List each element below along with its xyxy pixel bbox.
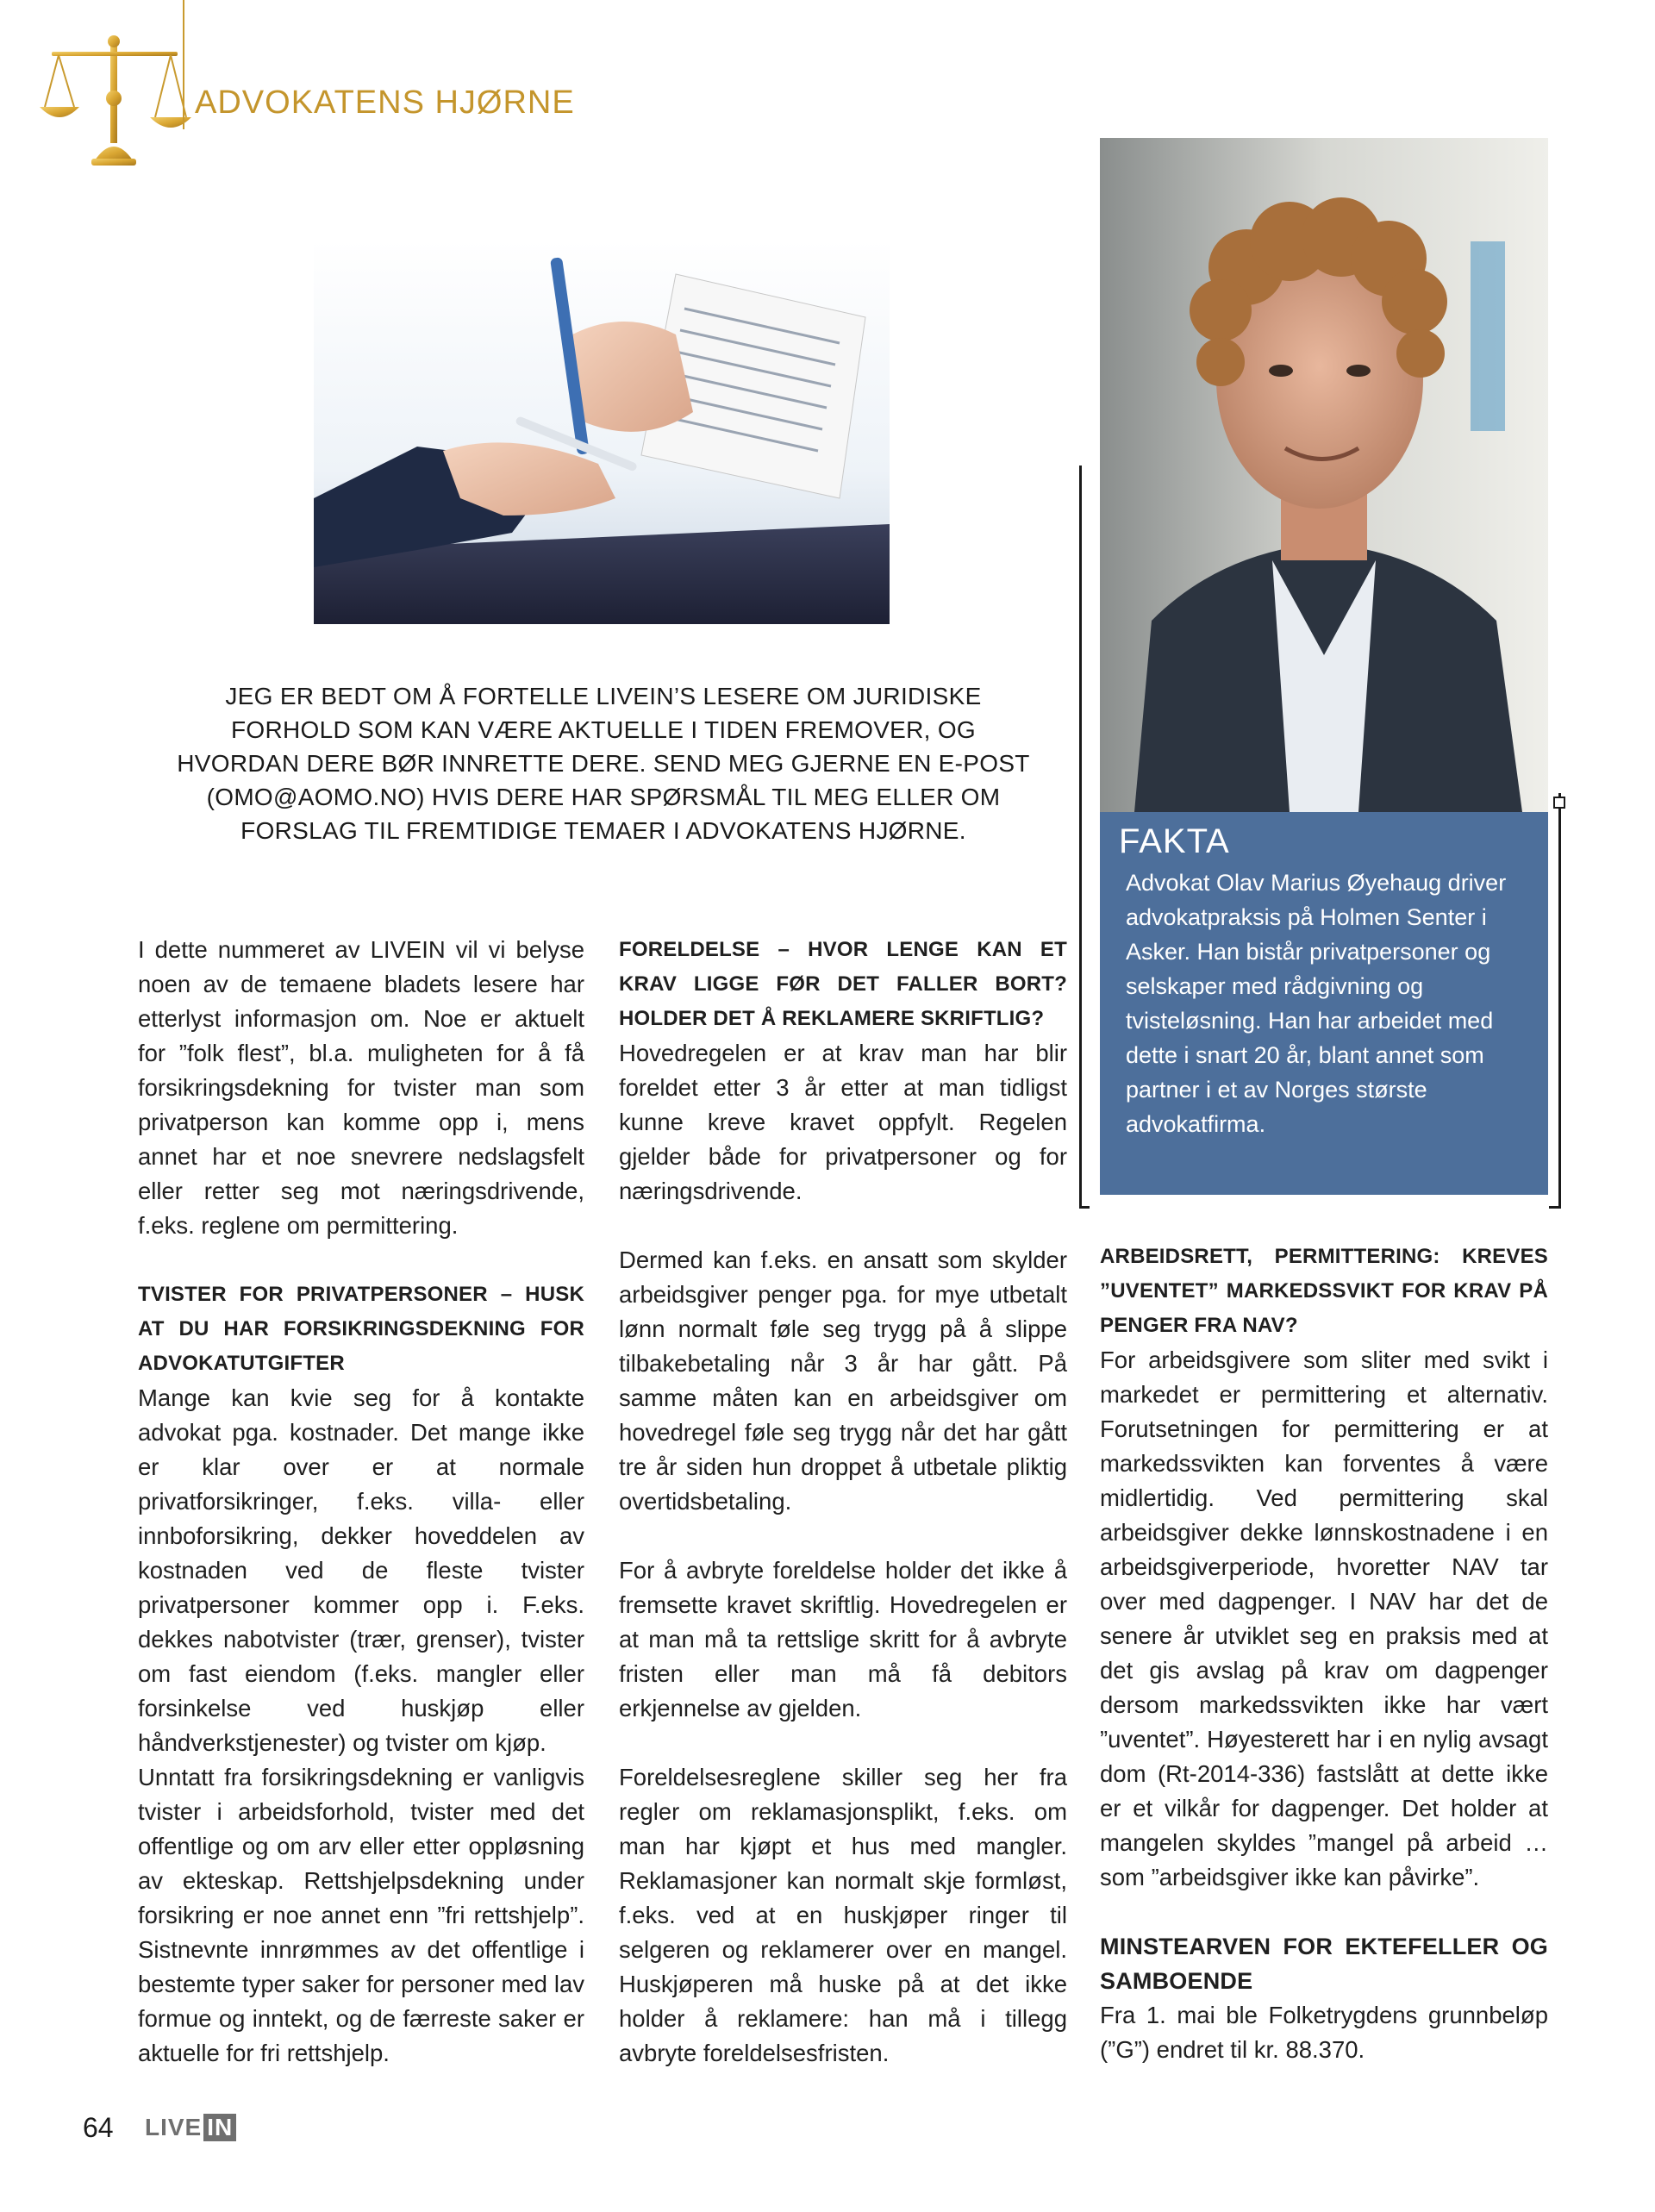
paragraph: I dette nummeret av LIVEIN vil vi belyse noen av de temaene bladets lesere har etterlyst informasjon om. Noe er aktuelt for ”folk flest”, bl.a. muligheten for å få forsikringsdekning for tvister man som privatperson kan komme opp i, mens annet har et noe snevrere nedslagsfelt eller retter seg mot næringsdrivende, f.eks. reglene om permittering.	[138, 936, 584, 1239]
paragraph: Mange kan kvie seg for å kontakte advokat pga. kostnader. Det mange ikke er klar over er at normale privatforsikringer, f.eks. villa- eller innboforsikring, dekker hoveddelen av kostnaden ved de fleste tvister privatpersoner kommer opp i. F.eks. dekkes nabotvister (trær, grenser), tvister om fast eiendom (f.eks. mangler eller forsinkelse ved huskjøp eller håndverkstjenester) og tvister om kjøp.	[138, 1384, 584, 1756]
logo-in-text: IN	[203, 2114, 236, 2141]
frame-line-bottom-right	[1549, 1206, 1561, 1209]
section-title: ADVOKATENS HJØRNE	[195, 84, 575, 121]
frame-end-marker	[1553, 797, 1565, 809]
paragraph: Unntatt fra forsikringsdekning er vanligvis tvister i arbeidsforhold, tvister med det offentlige og om arv eller etter oppløsning av ekteskap. Rettshjelpsdekning under forsikring er noe annet enn ”fri rettshjelp”. Sistnevnte innrømmes av det offentlige i bestemte typer saker for personer med lav formue og inntekt, og de færreste saker er aktuelle for fri rettshjelp.	[138, 1764, 584, 2066]
article-column-1	[138, 933, 584, 2071]
paragraph: Foreldelsesreglene skiller seg her fra regler om reklamasjonsplikt, f.eks. om man har kjøpt et hus med mangler. Reklamasjoner kan normalt skje formløst, f.eks. ved at en huskjøper ringer til selgeren og reklamerer over en mangel. Huskjøperen må huske på at det ikke holder å reklamere: han må i tillegg avbryte foreldelsesfristen.	[619, 1764, 1067, 2066]
portrait-photo	[1100, 138, 1548, 812]
header-divider	[183, 0, 184, 129]
documents-photo	[314, 240, 890, 624]
livein-logo	[145, 2115, 236, 2140]
frame-line-left	[1079, 466, 1082, 1209]
frame-line-bottom-left	[1079, 1206, 1090, 1209]
article-column-2	[619, 933, 1067, 2071]
paragraph: Dermed kan f.eks. en ansatt som skylder arbeidsgiver penger pga. for mye utbetalt lønn normalt føle seg trygg på å slippe tilbakebetaling når 3 år har gått. På samme måten kan en arbeidsgiver om hovedregel føle seg trygg når det har gått tre år siden hun droppet å utbetale pliktig overtidsbetaling.	[619, 1247, 1067, 1515]
paragraph: Hovedregelen er at krav man har blir foreldet etter 3 år etter at man tidligst kunne kreve kravet oppfylt. Regelen gjelder både for privatpersoner og for næringsdrivende.	[619, 1040, 1067, 1204]
subheading: FORELDELSE – HVOR LENGE KAN ET KRAV LIGGE FØR DET FALLER BORT? HOLDER DET Å REKLAMERE SKRIFTLIG?	[619, 938, 1067, 1030]
paragraph: Fra 1. mai ble Folketrygdens grunnbeløp (”G”) endret til kr. 88.370.	[1100, 2002, 1548, 2063]
fakta-text: Advokat Olav Marius Øyehaug driver advokatpraksis på Holmen Senter i Asker. Han bistår privatpersoner og selskaper med rådgivning og tvisteløsning. Han har arbeidet med dette i snart 20 år, blant annet som partner i et av Norges største advokatfirma.	[1126, 870, 1507, 1137]
subheading: TVISTER FOR PRIVATPERSONER – HUSK AT DU HAR FORSIKRINGSDEKNING FOR ADVOKATUTGIFTER	[138, 1283, 584, 1375]
page-number: 64	[83, 2112, 114, 2143]
intro-text: JEG ER BEDT OM Å FORTELLE LIVEIN’S LESERE OM JURIDISKE FORHOLD SOM KAN VÆRE AKTUELLE I TIDEN FREMOVER, OG HVORDAN DERE BØR INNRETTE DERE. SEND MEG GJERNE EN E-POST (OMO@AOMO.NO) HVIS DERE HAR SPØRSMÅL TIL MEG ELLER OM FORSLAG TIL FREMTIDIGE TEMAER I ADVOKATENS HJØRNE.	[177, 683, 1030, 844]
paragraph: For å avbryte foreldelse holder det ikke å fremsette kravet skriftlig. Hovedregelen er at man må ta rettslige skritt for å avbryte fristen eller man må få debitors erkjennelse av gjelden.	[619, 1557, 1067, 1721]
fakta-title: FAKTA	[1119, 822, 1230, 860]
scales-of-justice-icon	[33, 31, 197, 169]
fakta-box	[1100, 812, 1548, 1195]
subheading: MINSTEARVEN FOR EKTEFELLER OG SAMBOENDE	[1100, 1934, 1548, 1994]
frame-line-right	[1558, 793, 1561, 1207]
logo-live-text: LIVE	[145, 2114, 203, 2140]
paragraph: For arbeidsgivere som sliter med svikt i markedet er permittering et alternativ. Forutsetningen for permittering er at markedssvikten kan forventes å være midlertidig. Ved permittering skal arbeidsgiver dekke lønnskostnadene i en arbeidsgiverperiode, hvoretter NAV tar over med dagpenger. I NAV har det de senere år utviklet seg en praksis med at det gis avslag på krav om dagpenger dersom markedssvikten ikke har vært ”uventet”. Høyesterett har i en nylig avsagt dom (Rt-2014-336) fastslått at dette ikke er et vilkår for dagpenger. Det holder at mangelen skyldes ”mangel på arbeid … som ”arbeidsgiver ikke kan påvirke”.	[1100, 1347, 1548, 1890]
subheading: ARBEIDSRETT, PERMITTERING: KREVES ”UVENTET” MARKEDSSVIKT FOR KRAV PÅ PENGER FRA NAV?	[1100, 1245, 1548, 1337]
article-column-3	[1100, 1240, 1548, 2067]
